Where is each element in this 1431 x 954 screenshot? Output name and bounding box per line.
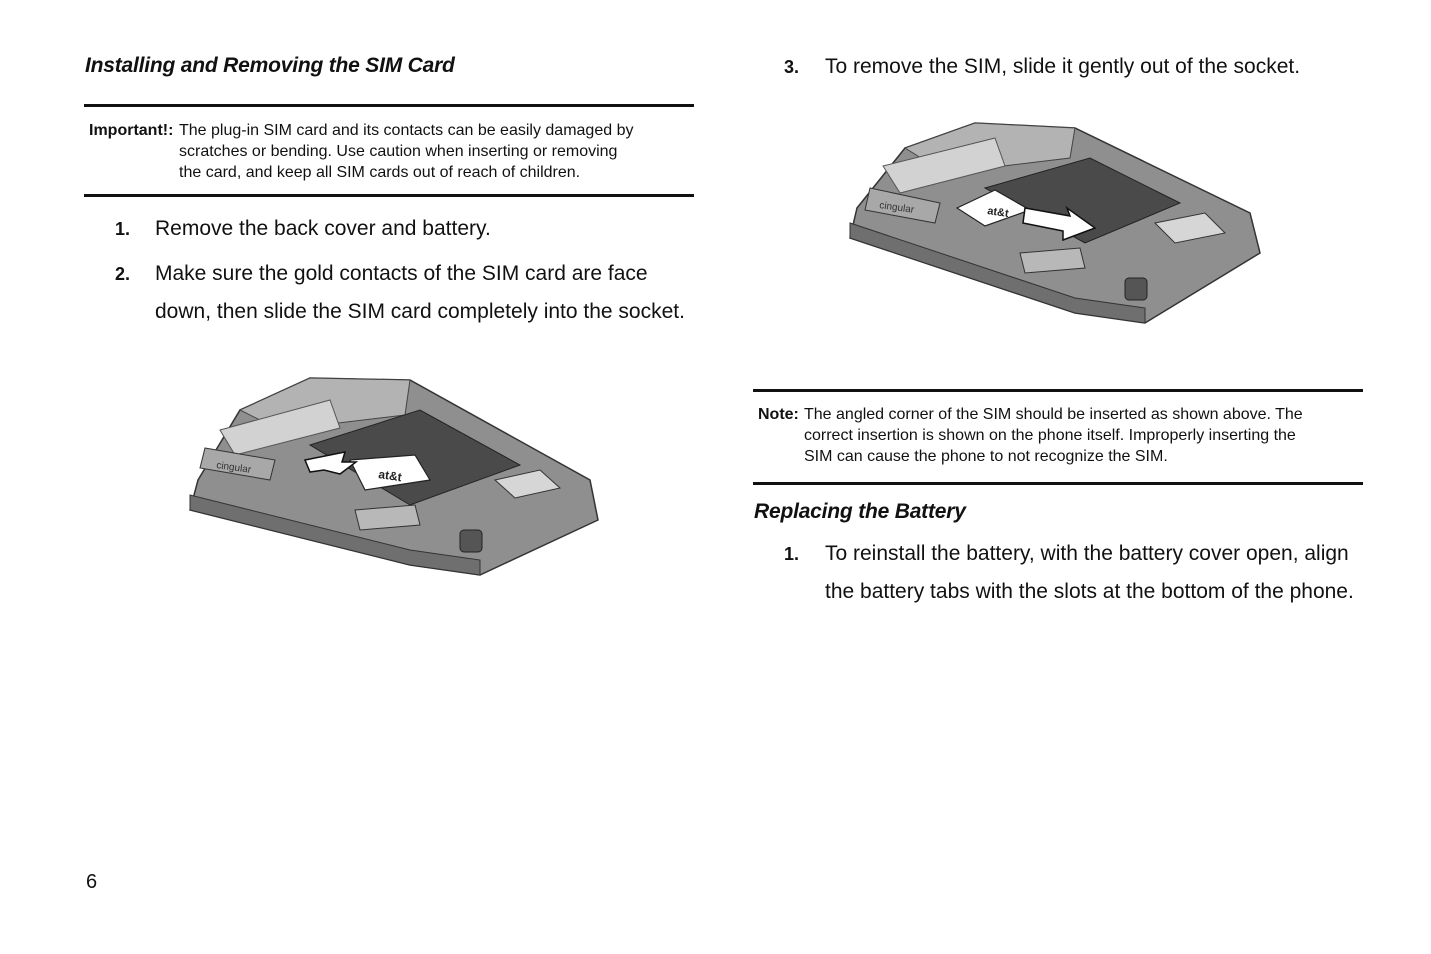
note-label: Note: (758, 406, 799, 423)
step-number: 3. (784, 57, 800, 77)
step-number: 1. (115, 219, 131, 239)
phone-sim-insert-illustration (180, 370, 610, 580)
step-text: Make sure the gold contacts of the SIM card are face down, then slide the SIM card completely into the socket. (155, 262, 685, 323)
sim-card-text: at&t (377, 467, 403, 485)
section-heading-sim: Installing and Removing the SIM Card (85, 54, 455, 77)
important-text: The plug-in SIM card and its contacts can be easily damaged by scratches or bending. Use caution when inserting or removing the card, and keep all SIM cards out of reach of children. (179, 122, 634, 181)
step-3-remove-sim (784, 48, 1404, 86)
note-text: The angled corner of the SIM should be inserted as shown above. The correct insertion is shown on the phone itself. Improperly inserting the SIM can cause the phone to not recognize the SIM. (804, 406, 1303, 465)
step-text: To reinstall the battery, with the battery cover open, align the battery tabs with the slots at the bottom of the phone. (825, 542, 1354, 603)
brand-text: cingular (215, 460, 252, 476)
step-1-reinstall-battery (784, 535, 1404, 611)
brand-text: cingular (878, 200, 915, 216)
page-number: 6 (86, 871, 98, 893)
step-number: 2. (115, 264, 131, 284)
step-text: Remove the back cover and battery. (155, 217, 491, 240)
step-text: To remove the SIM, slide it gently out of the socket. (825, 55, 1301, 78)
step-1-remove-cover (115, 210, 705, 248)
note-box (753, 389, 1363, 485)
section-heading-battery: Replacing the Battery (754, 500, 966, 523)
step-2-insert-sim (115, 255, 705, 331)
phone-sim-remove-illustration (845, 118, 1275, 328)
step-number: 1. (784, 544, 800, 564)
important-note-box (84, 104, 694, 197)
important-label: Important!: (89, 122, 174, 139)
sim-card-text: at&t (986, 205, 1010, 220)
